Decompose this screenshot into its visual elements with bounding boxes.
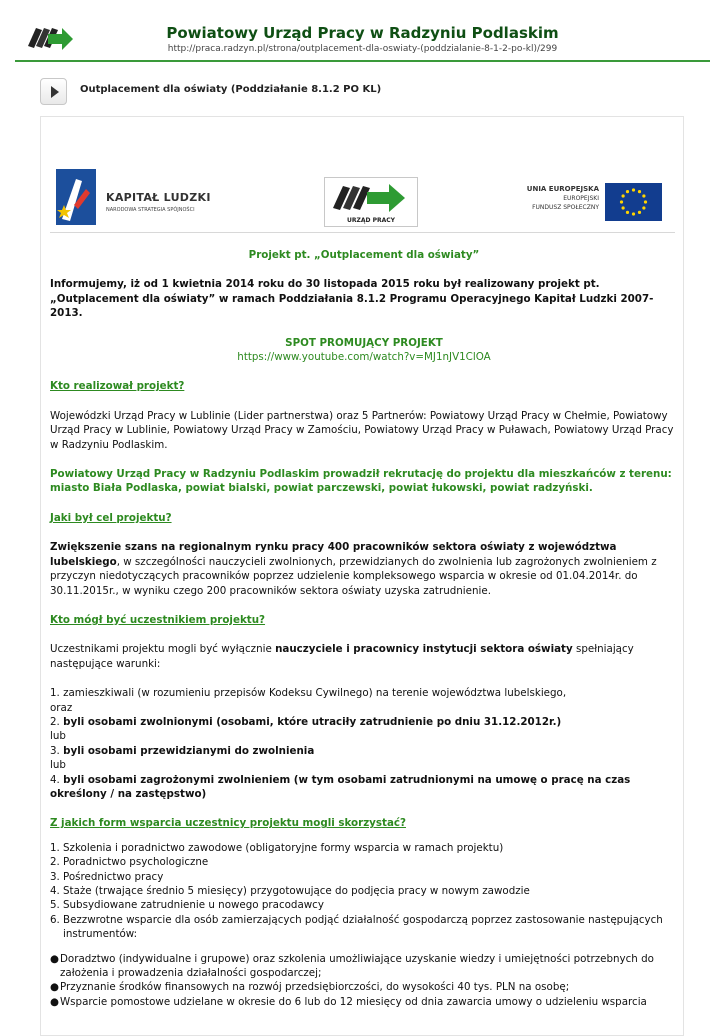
cond4-text: byli osobami zagrożonymi zwolnieniem (w tym osobami zatrudnionymi na umowę o pracę na czas określony / na zastępstwo): [50, 773, 631, 800]
eu-star-icon: [638, 190, 641, 193]
urzad-pracy-banner-logo: [324, 177, 418, 227]
list-item: 5. Subsydiowane zatrudnienie u nowego pracodawcy: [50, 899, 324, 912]
eu-star-icon: [638, 211, 641, 214]
intro-text: Informujemy, iż od 1 kwietnia 2014 roku do 30 listopada 2015 roku był realizowany projekt pt. „Outplacement dla oświaty” w ramach Poddziałania 8.1.2 Programu Operacyjnego Kapitał Ludzki 2007-2013.: [50, 278, 654, 320]
bullet-item: ● Doradztwo (indywidualne i grupowe) oraz szkolenia umożliwiające uzyskanie wiedzy i umiejętności potrzebnych do założenia i prowadzenia działalności gospodarczej;: [50, 952, 654, 980]
page-title: Outplacement dla oświaty (Poddziałanie 8.1.2 PO KL): [80, 84, 382, 95]
spot-youtube-link[interactable]: https://www.youtube.com/watch?v=MJ1nJV1ClOA: [237, 351, 491, 364]
bullet-icon: ●: [50, 952, 59, 965]
eu-line3: FUNDUSZ SPOŁECZNY: [532, 204, 599, 211]
condition-2: [50, 715, 678, 729]
list-item: 3. Pośrednictwo pracy: [50, 870, 164, 883]
bullet-item: ● Wsparcie pomostowe udzielane w okresie do 6 lub do 12 miesięcy od dnia zawarcia umowy o udzieleniu wsparcia: [50, 995, 647, 1008]
conj-lub-1: lub: [50, 730, 66, 743]
site-title[interactable]: Powiatowy Urząd Pracy w Radzyniu Podlaskim: [166, 24, 559, 42]
center-logo-text: URZĄD PRACY: [347, 217, 395, 224]
forms-heading[interactable]: Z jakich form wsparcia uczestnicy projektu mogli skorzystać?: [50, 817, 406, 830]
goal-bold: Zwiększenie szans na regionalnym rynku pracy 400 pracowników sektora oświaty z województwa lubelskiego: [50, 541, 617, 568]
instruments-list: [50, 952, 678, 1010]
logos-banner: [50, 167, 675, 233]
eu-star-icon: [632, 212, 635, 215]
play-arrow-icon: [40, 78, 67, 105]
kapital-ludzki-logo: [56, 169, 246, 225]
condition-3: [50, 744, 678, 758]
participants-post: spełniający następujące warunki:: [50, 643, 634, 670]
urzad-pracy-emblem-icon: [325, 178, 417, 226]
who-text: Wojewódzki Urząd Pracy w Lublinie (Lider partnerstwa) oraz 5 Partnerów: Powiatowy Urząd Pracy w Chełmie, Powiatowy Urząd Pracy w Lublinie, Powiatowy Urząd Pracy w Zamościu, Powiatowy Urząd Pracy w Puławach, Powiatowy Urząd Pracy w Radzyniu Podlaskim.: [50, 409, 674, 451]
conj-oraz: oraz: [50, 701, 73, 714]
eu-flag-icon: [605, 183, 662, 221]
kapital-ludzki-name: KAPITAŁ LUDZKI: [106, 191, 211, 204]
project-title: Projekt pt. „Outplacement dla oświaty”: [248, 249, 480, 261]
cond3-num: 3.: [50, 744, 64, 757]
participants-heading[interactable]: Kto mógł być uczestnikiem projektu?: [50, 613, 266, 626]
eu-line2: EUROPEJSKI: [563, 195, 599, 202]
cond4-num: 4.: [50, 773, 64, 786]
kapital-ludzki-subtitle: NARODOWA STRATEGIA SPÓJNOŚCI: [106, 207, 195, 213]
cond3-text: byli osobami przewidzianymi do zwolnienia: [63, 744, 315, 757]
bullet-icon: ●: [50, 995, 59, 1008]
forms-list: [50, 841, 678, 942]
goal-rest: , w szczególności nauczycieli zwolnionych, przewidzianych do zwolnienia lub zagrożonych zwolnieniem z przyczyn niedotyczących pracowników poprzez udzielenie kompleksowego wsparcia w okresie od 01.04.2014r. do 30.11.2015r., w wyniku czego 200 pracowników sektora oświaty uzyska zatrudnienie.: [50, 555, 657, 597]
eu-star-icon: [622, 206, 625, 209]
participants-pre: Uczestnikami projektu mogli być wyłącznie: [50, 643, 276, 656]
eu-star-icon: [626, 211, 629, 214]
list-item: 1. Szkolenia i poradnictwo zawodowe (obligatoryjne formy wsparcia w ramach projektu): [50, 841, 504, 854]
eu-star-icon: [642, 206, 645, 209]
goal-paragraph: [50, 540, 678, 598]
page-heading: [0, 76, 725, 116]
eu-star-icon: [622, 194, 625, 197]
goal-heading[interactable]: Jaki był cel projektu?: [50, 511, 172, 524]
page-header: [0, 0, 725, 62]
header-divider: [15, 60, 710, 62]
condition-1: 1. zamieszkiwali (w rozumieniu przepisów Kodeksu Cywilnego) na terenie województwa lubelskiego,: [50, 687, 567, 700]
kapital-ludzki-emblem-icon: [56, 169, 96, 225]
who-heading[interactable]: Kto realizował projekt?: [50, 380, 185, 393]
article-body: [50, 248, 678, 1009]
eu-star-icon: [644, 200, 647, 203]
cond2-text: byli osobami zwolnionymi (osobami, które utraciły zatrudnienie po dniu 31.12.2012r.): [63, 715, 562, 728]
eu-star-icon: [632, 188, 635, 191]
eu-star-icon: [642, 194, 645, 197]
eu-star-icon: [620, 200, 623, 203]
cond2-num: 2.: [50, 715, 64, 728]
page-url: http://praca.radzyn.pl/strona/outplacement-dla-oswiaty-(poddzialanie-8-1-2-po-kl)/299: [167, 44, 558, 54]
condition-4: [50, 773, 678, 802]
spot-heading: SPOT PROMUJĄCY PROJEKT: [285, 336, 443, 349]
bullet-icon: ●: [50, 981, 59, 994]
recruitment-text: Powiatowy Urząd Pracy w Radzyniu Podlaskim prowadził rekrutację do projektu dla mieszkańców z terenu: miasto Biała Podlaska, powiat bialski, powiat parczewski, powiat łukowski, powiat radzyński.: [50, 468, 672, 495]
eu-line1: UNIA EUROPEJSKA: [526, 185, 599, 193]
participants-paragraph: [50, 642, 678, 671]
list-item: 4. Staże (trwające średnio 5 miesięcy) przygotowujące do podjęcia pracy w nowym zawodzie: [50, 885, 530, 897]
eu-fund-text: [505, 185, 599, 212]
bullet-item: ● Przyznanie środków finansowych na rozwój przedsiębiorczości, do wysokości 40 tys. PLN na osobę;: [50, 981, 570, 994]
list-item: 6. Bezzwrotne wsparcie dla osób zamierzających podjąć działalność gospodarczą poprzez zastosowanie następujących instrumentów:: [50, 913, 663, 941]
participants-bold: nauczyciele i pracownicy instytucji sektora oświaty: [275, 643, 573, 656]
list-item: 2. Poradnictwo psychologiczne: [50, 856, 209, 869]
eu-star-icon: [626, 190, 629, 193]
conj-lub-2: lub: [50, 759, 66, 772]
